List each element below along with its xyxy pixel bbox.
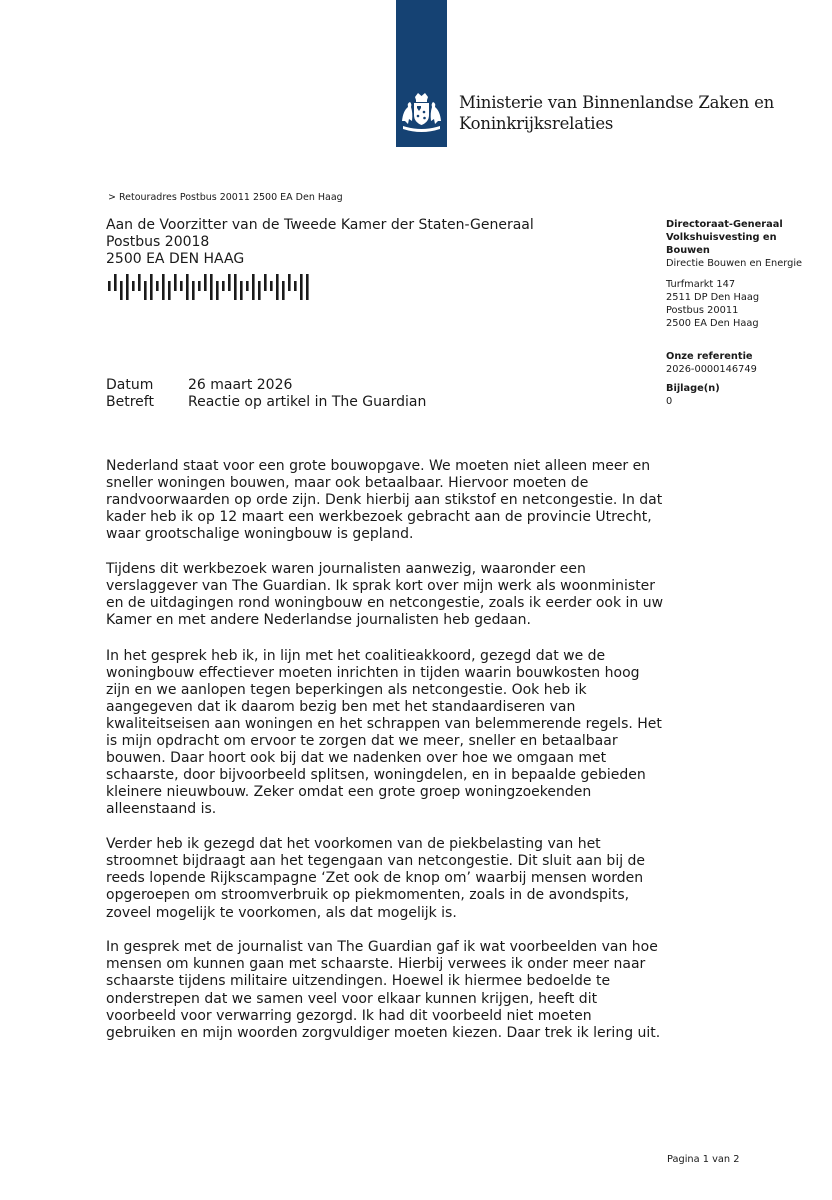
dg-line3: Bouwen	[666, 245, 710, 256]
dg-line1: Directoraat-Generaal	[666, 219, 783, 230]
body-paragraph-2: Tijdens dit werkbezoek waren journalisten aanwezig, waaronder een verslaggever van The Guardian. Ik sprak kort over mijn werk als woonminister en de uitdagingen rond woningbouw en netcongestie, zoals ik eerder ook in uw Kamer en met andere Nederlandse journalisten heb gedaan.	[106, 561, 664, 629]
ministry-name-line1: Ministerie van Binnenlandse Zaken en	[459, 93, 775, 112]
page-number: Pagina 1 van 2	[667, 1154, 740, 1165]
sender-address-line1: Turfmarkt 147	[666, 279, 736, 290]
reference-value: 2026-0000146749	[666, 364, 757, 375]
postal-barcode	[108, 272, 313, 300]
letter-body	[106, 458, 666, 1059]
sender-address-line3: Postbus 20011	[666, 305, 739, 316]
addressee-block	[106, 217, 586, 268]
body-paragraph-5: In gesprek met de journalist van The Guardian gaf ik wat voorbeelden van hoe mensen om kunnen gaan met schaarste. Hierbij verwees ik onder meer naar schaarste tijdens militaire uitzendingen. Hoewel ik hiermee bedoelde te onderstrepen dat we samen veel voor elkaar kunnen krijgen, heeft dit voorbeeld voor verwarring gezorgd. Ik had dit voorbeeld niet moeten gebruiken en mijn woorden zorgvuldiger moeten kiezen. Daar trek ik lering uit.	[106, 939, 661, 1041]
sender-address-line2: 2511 DP Den Haag	[666, 292, 760, 303]
sender-sidebar	[666, 218, 826, 408]
letter-meta	[106, 377, 426, 411]
ministry-name	[459, 92, 819, 134]
date-label: Datum	[106, 377, 154, 393]
date-value: 26 maart 2026	[188, 377, 293, 393]
body-paragraph-4: Verder heb ik gezegd dat het voorkomen van de piekbelasting van het stroomnet bijdraagt aan het tegengaan van netcongestie. Dit sluit aan bij de reeds lopende Rijkscampagne ‘Zet ook de knop om’ waarbij mensen worden opgeroepen om stroomverbruik op piekmomenten, zoals in de avondspits, zoveel mogelijk te voorkomen, als dat mogelijk is.	[106, 836, 646, 921]
rijksoverheid-crest-icon	[399, 91, 444, 133]
attachments-label: Bijlage(n)	[666, 383, 720, 394]
attachments-value: 0	[666, 396, 673, 407]
date-row	[106, 377, 426, 394]
addressee-line3: 2500 EA DEN HAAG	[106, 251, 245, 267]
directorate: Directie Bouwen en Energie	[666, 258, 803, 269]
reference-label: Onze referentie	[666, 351, 753, 362]
addressee-line1: Aan de Voorzitter van de Tweede Kamer der Staten-Generaal	[106, 217, 534, 233]
subject-value: Reactie op artikel in The Guardian	[188, 394, 427, 410]
ministry-name-line2: Koninkrijksrelaties	[459, 114, 614, 133]
body-paragraph-3: In het gesprek heb ik, in lijn met het coalitieakkoord, gezegd dat we de woningbouw effectiever moeten inrichten in tijden waarin bouwkosten hoog zijn en we aanlopen tegen beperkingen als netcongestie. Ook heb ik aangegeven dat ik daarom bezig ben met het standaardiseren van kwaliteitseisen aan woningen en het schrappen van belemmerende regels. Het is mijn opdracht om ervoor te zorgen dat we meer, sneller en betaalbaar bouwen. Daar hoort ook bij dat we nadenken over hoe we omgaan met schaarste, door bijvoorbeeld splitsen, woningdelen, en in bepaalde gebieden kleinere nieuwbouw. Zeker omdat een grote groep woningzoekenden alleenstaand is.	[106, 647, 662, 818]
government-logo-band	[396, 0, 447, 147]
body-paragraph-1: Nederland staat voor een grote bouwopgave. We moeten niet alleen meer en sneller woningen bouwen, maar ook betaalbaar. Hiervoor moeten de randvoorwaarden op orde zijn. Denk hierbij aan stikstof en netcongestie. In dat kader heb ik op 12 maart een werkbezoek gebracht aan de provincie Utrecht, waar grootschalige woningbouw is gepland.	[106, 458, 663, 543]
dg-line2: Volkshuisvesting en	[666, 232, 777, 243]
addressee-line2: Postbus 20018	[106, 234, 210, 250]
subject-row	[106, 394, 426, 411]
subject-label: Betreft	[106, 394, 154, 410]
sender-address-line4: 2500 EA Den Haag	[666, 318, 759, 329]
return-address: > Retouradres Postbus 20011 2500 EA Den Haag	[108, 192, 343, 203]
